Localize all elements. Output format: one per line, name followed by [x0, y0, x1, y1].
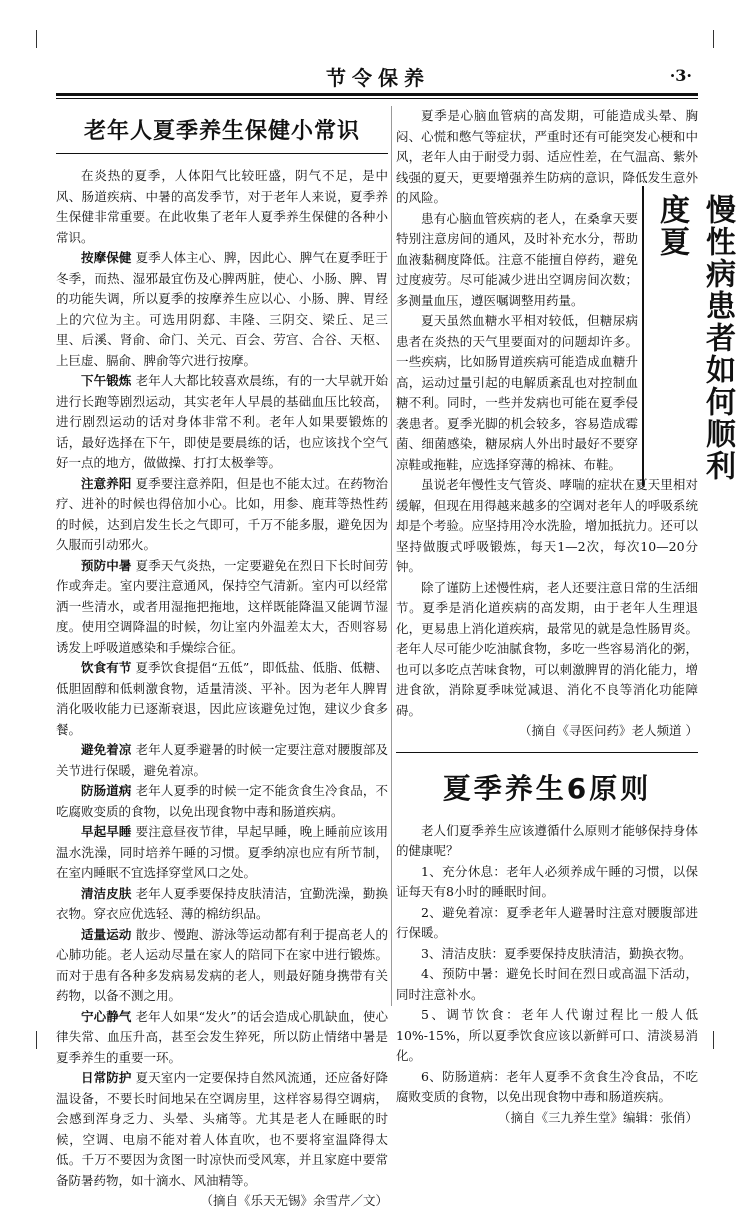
item-heading: 注意养阳	[81, 475, 132, 491]
rule-item: 6、防肠道病：老年人夏季不贪食生冷食品，不吃腐败变质的食物，以免出现食物中毒和肠道疾病。	[396, 1068, 698, 1104]
list-item	[56, 248, 388, 371]
item-heading: 清洁皮肤	[81, 885, 132, 901]
sub-article-title: 夏季养生6原则	[442, 771, 652, 805]
article-title: 老年人夏季养生保健小常识	[83, 119, 360, 144]
list-item	[56, 556, 388, 659]
list-item	[56, 781, 388, 822]
item-text: 老年人夏季避暑的时候一定要注意对腰腹部及关节进行保暖，避免着凉。	[56, 742, 388, 778]
rule-item: 5、调节饮食：老年人代谢过程比一般人低10%-15%，所以夏季饮食应该以新鲜可口、清淡易消化。	[396, 1007, 698, 1063]
column-divider	[391, 106, 392, 1006]
crop-mark-top-right	[713, 30, 730, 48]
paragraph: 夏季是心脑血管病的高发期，可能造成头晕、胸闷、心慌和憋气等症状，严重时还有可能突发心梗和中风，老年人由于耐受力弱、适应性差，在气温高、紫外线强的夏天，更要增强养生防病的意识，降低发生意外的风险。	[396, 108, 698, 205]
list-item	[56, 740, 388, 781]
crop-mark-top-left	[20, 30, 37, 48]
header-rule	[56, 93, 698, 96]
side-title-box	[642, 186, 735, 486]
item-text: 要注意昼夜节律，早起早睡，晚上睡前应该用温水洗澡，同时培养午睡的习惯。夏季纳凉也应有所节制，在室内睡眠不宜选择穿堂风口之处。	[56, 824, 388, 880]
paragraph: 患有心脑血管疾病的老人，在桑拿天要特别注意房间的通风，及时补充水分，帮助血液黏稠度降低。注意不能擅自停药，避免过度疲劳。尽可能减少进出空调房间次数；多测量血压，遵医嘱调整用药量。	[396, 210, 638, 308]
list-item	[56, 1007, 388, 1069]
article-intro: 在炎热的夏季，人体阳气比较旺盛，阴气不足，是中风、肠道疾病、中暑的高发季节，对于老年人来说，夏季养生保健非常重要。在此收集了老年人夏季养生保健的各种小常识。	[56, 168, 388, 245]
item-heading: 按摩保健	[81, 250, 132, 265]
article-source: （摘自《乐天无锡》余雪芹／文）	[200, 1193, 388, 1208]
item-text: 夏季天气炎热，一定要避免在烈日下长时间劳作或奔走。室内要注意通风，保持空气清新。室内可以经常洒一些清水，或者用湿拖把拖地，这样既能降温又能调节湿度。使用空调降温的时候，勿让室内外温差太大，否则容易诱发上呼吸道感染和手燥综合征。	[56, 557, 388, 655]
list-item	[56, 1068, 388, 1191]
list-item	[56, 925, 388, 1007]
paragraph: 虽说老年慢性支气管炎、哮喘的症状在夏天里相对缓解，但现在用得越来越多的空调对老年人的呼吸系统却是个考验。应坚持用冷水洗脸，增加抵抗力。还可以坚持做腹式呼吸锻炼，每天1—2次，每次10—20分钟。	[396, 477, 698, 574]
item-heading: 下午锻炼	[81, 373, 132, 388]
item-text: 夏天室内一定要保持自然风流通，还应备好降温设备，不要长时间地呆在空调房里，这样容易得空调病，会感到浑身乏力、头晕、头痛等。尤其是老人在睡眠的时候，空调、电扇不能对着人体直吹，也不要将室温降得太低。千万不要因为贪图一时凉快而受风寒，并且家庭中要常备防暑药物，如十滴水、风油精等。	[56, 1070, 388, 1188]
item-heading: 日常防护	[81, 1070, 132, 1085]
item-heading: 适量运动	[81, 926, 132, 942]
item-heading: 饮食有节	[81, 660, 132, 675]
left-article	[56, 106, 388, 1208]
side-title: 慢性病患者如何顺利度夏	[654, 194, 735, 482]
article-source: （摘自《寻医问药》老人频道 ）	[519, 723, 698, 738]
page-number: ·3·	[669, 66, 692, 85]
page-header	[56, 62, 698, 92]
section-title: 节令保养	[326, 66, 430, 90]
crop-mark-bottom-right	[713, 1031, 730, 1049]
sub-intro: 老人们夏季养生应该遵循什么原则才能够保持身体的健康呢？	[396, 822, 698, 858]
article-source: （摘自《三九养生堂》编辑：张俏）	[497, 1109, 698, 1125]
rule-item: 4、预防中暑：避免长时间在烈日或高温下活动，同时注意补水。	[396, 966, 698, 1002]
item-heading: 预防中暑	[81, 557, 132, 573]
item-text: 老年人夏季要保持皮肤清洁，宜勤洗澡，勤换衣物。穿衣应优选轻、薄的棉纺织品。	[56, 885, 388, 921]
list-item	[56, 822, 388, 884]
crop-mark-bottom-left	[20, 1031, 37, 1049]
item-text: 散步、慢跑、游泳等运动都有利于提高老人的心肺功能。老人运动尽量在家人的陪同下在家中进行锻炼。而对于患有各种多发病易发病的老人，则最好随身携带有关药物，以备不测之用。	[56, 926, 388, 1003]
right-article	[396, 106, 735, 1125]
header-rule-thin	[56, 98, 698, 99]
title-underline	[56, 153, 388, 154]
paragraph: 夏天虽然血糖水平相对较低，但糖尿病患者在炎热的天气里要面对的问题却许多。一些疾病，比如肠胃道疾病可能造成血糖升高，运动过量引起的电解质紊乱也对控制血糖不利。同时，一些并发病也可能在夏季侵袭患者。夏季光脚的机会较多，容易造成霉菌、细菌感染，糖尿病人外出时最好不要穿凉鞋或拖鞋，应选择穿薄的棉袜、布鞋。	[396, 313, 638, 472]
item-text: 夏季人体主心、脾，因此心、脾气在夏季旺于冬季，而热、湿邪最宜伤及心脾两脏，使心、小肠、脾、胃的功能失调，所以夏季的按摩养生应以心、小肠、脾、胃经上的穴位为主。可选用阴郄、丰隆、三阴交、梁丘、足三里、后溪、肾俞、命门、关元、百会、劳宫、合谷、天枢、上巨虚、膈俞、脾俞等穴进行按摩。	[56, 250, 388, 368]
item-text: 老年人大都比较喜欢晨练，有的一大早就开始进行长跑等剧烈运动，其实老年人早晨的基础血压比较高，进行剧烈运动的话对身体非常不利。老年人如果要锻炼的话，最好选择在下午，即使是要晨练的话，也应该找个空气好一点的地方，做做操、打打太极拳等。	[56, 373, 388, 470]
item-heading: 宁心静气	[81, 1008, 132, 1024]
rule-item: 1、充分休息：老年人必须养成午睡的习惯，以保证每天有8小时的睡眠时间。	[396, 863, 698, 899]
item-text: 老年人夏季的时候一定不能贪食生冷食品，不吃腐败变质的食物，以免出现食物中毒和肠道疾病。	[56, 783, 388, 819]
item-text: 夏季饮食提倡“五低”，即低盐、低脂、低糖、低胆固醇和低刺激食物，适量清淡、平补。因为老年人脾胃消化吸收能力已逐渐衰退，因此应该避免过饱，建议少食多餐。	[56, 660, 388, 737]
section-divider	[396, 752, 698, 753]
list-item	[56, 884, 388, 925]
rule-item: 3、清洁皮肤：夏季要保持皮肤清洁，勤换衣物。	[421, 945, 692, 961]
rule-item: 2、避免着凉：夏季老年人避暑时注意对腰腹部进行保暖。	[396, 904, 698, 940]
list-item	[56, 371, 388, 474]
paragraph: 除了谨防上述慢性病，老人还要注意日常的生活细节。夏季是消化道疾病的高发期，由于老年人生理退化，更易患上消化道疾病，最常见的就是急性肠胃炎。老年人尽可能少吃油腻食物，多吃一些容易消化的粥，也可以多吃点苦味食物，可以刺激脾胃的消化能力，增进食欲，消除夏季味觉减退、消化不良等消化功能障碍。	[396, 579, 698, 718]
item-heading: 避免着凉	[81, 742, 132, 757]
item-text: 老年人如果“发火”的话会造成心肌缺血，使心律失常、血压升高，甚至会发生猝死，所以防止情绪中暑是夏季养生的重要一环。	[56, 1008, 388, 1065]
item-heading: 早起早睡	[81, 824, 132, 839]
item-text: 夏季要注意养阳，但是也不能太过。在药物治疗、进补的时候也得倍加小心。比如，用参、鹿茸等热性药的时候，达到启发生长之气即可，千万不能多服，避免因为久服而引动邪火。	[56, 475, 388, 552]
item-heading: 防肠道病	[81, 783, 132, 798]
list-item	[56, 474, 388, 556]
list-item	[56, 658, 388, 740]
